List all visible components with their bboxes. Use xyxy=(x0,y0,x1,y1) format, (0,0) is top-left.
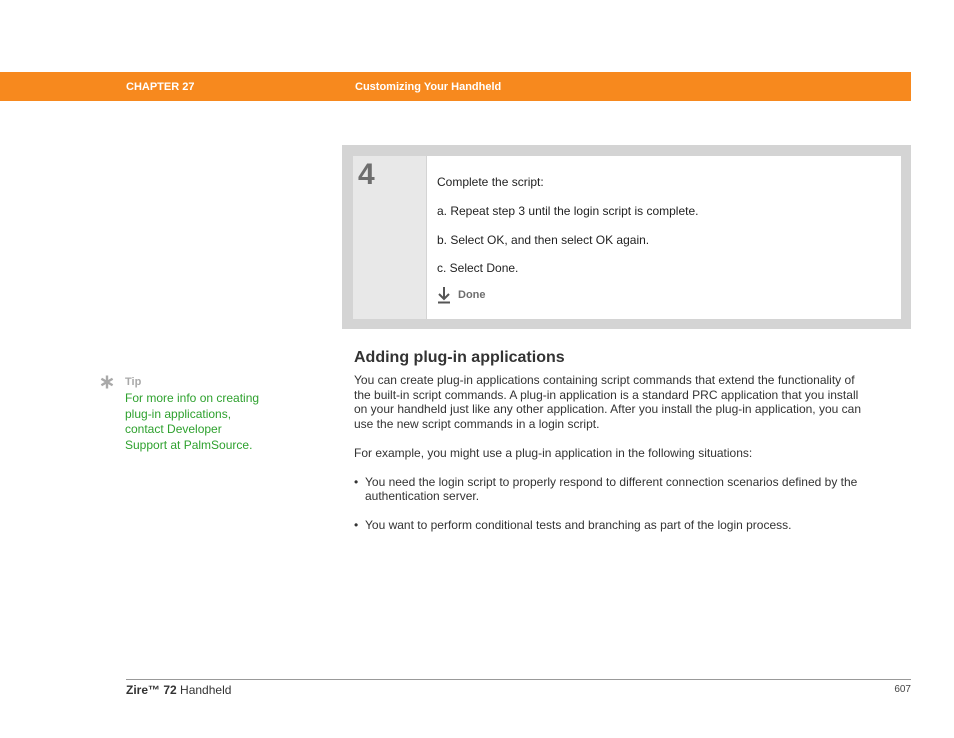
footer-product-name: Zire™ 72 xyxy=(126,683,177,697)
step-item-c: c. Select Done. xyxy=(437,261,519,275)
chapter-title: Customizing Your Handheld xyxy=(355,81,502,93)
asterisk-icon xyxy=(100,375,114,389)
paragraph-line: on your handheld just like any other application. After you install the plug-in application, you can xyxy=(354,402,861,416)
step-item-a: a. Repeat step 3 until the login script is complete. xyxy=(437,204,699,218)
step-number: 4 xyxy=(358,158,375,191)
paragraph-line: the built-in script commands. A plug-in application is a standard PRC application that you install xyxy=(354,388,859,402)
tip-line: Support at PalmSource. xyxy=(125,438,253,452)
tip-line: contact Developer xyxy=(125,422,222,436)
tip-line: For more info on creating xyxy=(125,391,260,405)
paragraph-line: use the new script commands in a login script. xyxy=(354,417,600,431)
bullet-marker: • xyxy=(354,475,359,489)
paragraph-line: You can create plug-in applications containing script commands that extend the functionality of xyxy=(354,373,855,387)
footer-rule xyxy=(126,679,911,680)
bullet-text: authentication server. xyxy=(365,489,480,503)
footer-product xyxy=(126,683,231,697)
tip-line: plug-in applications, xyxy=(125,407,232,421)
step-intro: Complete the script: xyxy=(437,175,544,189)
bullet-text: You need the login script to properly respond to different connection scenarios defined by the xyxy=(365,475,858,489)
bullet-text: You want to perform conditional tests and branching as part of the login process. xyxy=(365,518,792,532)
step-item-b: b. Select OK, and then select OK again. xyxy=(437,233,650,247)
tip-label: Tip xyxy=(125,376,142,388)
footer-product-suffix: Handheld xyxy=(176,683,232,697)
bullet-marker: • xyxy=(354,518,359,532)
page-number: 607 xyxy=(894,684,911,695)
section-heading: Adding plug-in applications xyxy=(354,349,565,366)
chapter-number: CHAPTER 27 xyxy=(126,81,195,93)
done-label: Done xyxy=(458,289,486,301)
paragraph-line: For example, you might use a plug-in application in the following situations: xyxy=(354,446,753,460)
down-arrow-icon xyxy=(436,286,452,304)
